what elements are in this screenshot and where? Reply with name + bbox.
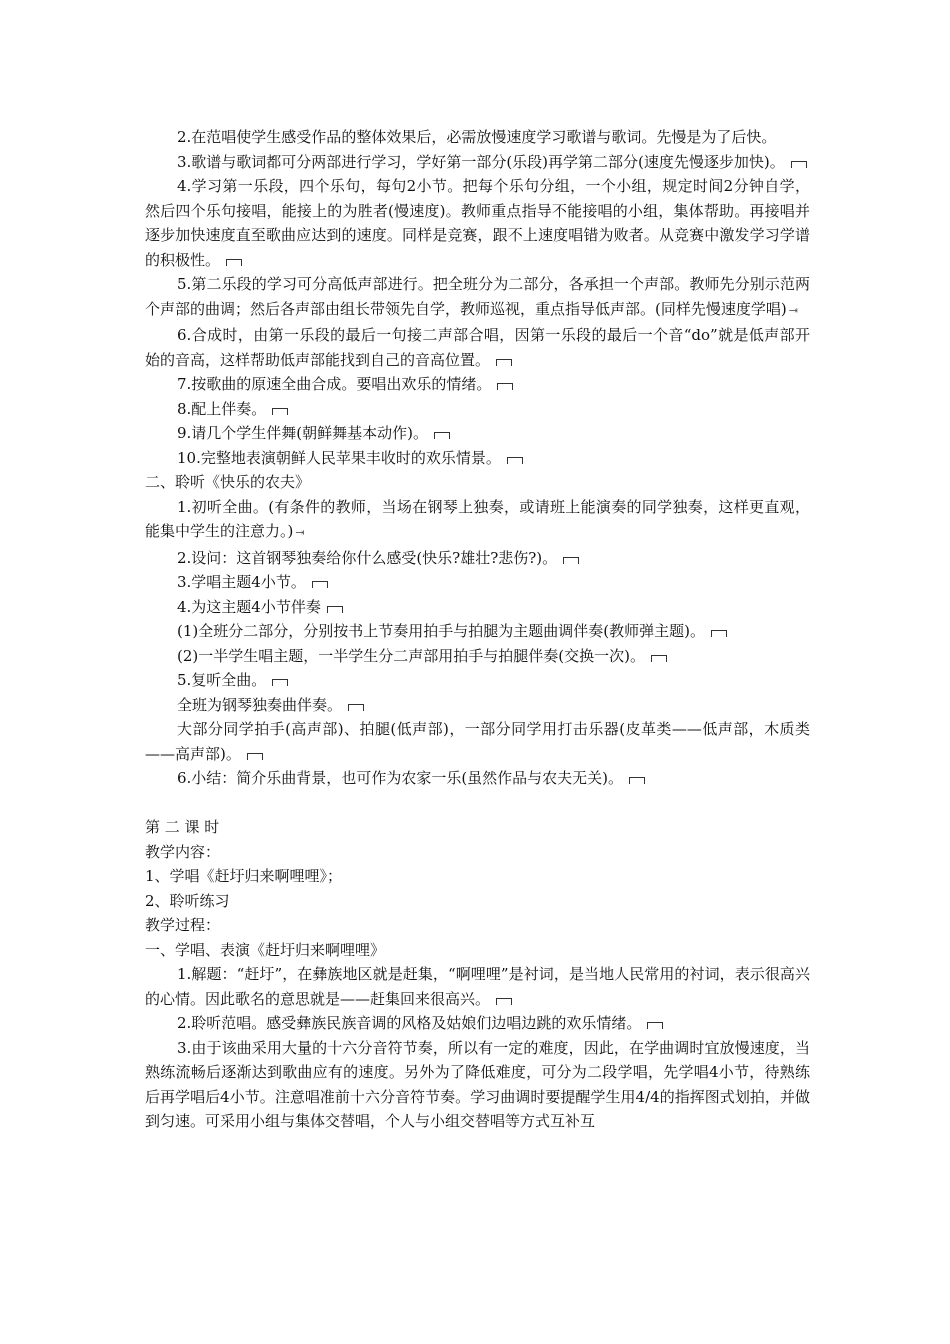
line-break-arrow-icon: ⇥ — [788, 303, 798, 317]
paragraph — [145, 125, 810, 150]
paragraph — [145, 815, 810, 840]
paragraph — [145, 421, 810, 446]
paragraph — [145, 272, 810, 323]
paragraph-mark-icon — [348, 704, 364, 711]
paragraph-mark-icon — [247, 753, 263, 760]
paragraph — [145, 766, 810, 791]
paragraph — [145, 595, 810, 620]
paragraph-text: 1.初听全曲。(有条件的教师，当场在钢琴上独奏，或请班上能演奏的同学独奏，这样更直观，能集中学生的注意力。) — [145, 497, 810, 540]
paragraph-text: 4.学习第一乐段，四个乐句，每句2小节。把每个乐句分组，一个小组，规定时间2分钟自学，然后四个乐句接唱，能接上的为胜者(慢速度)。教师重点指导不能接唱的小组，集体帮助。再接唱并逐步加快速度直至歌曲应达到的速度。同样是竞赛，跟不上速度唱错为败者。从竞赛中激发学习学谱的积极性。 — [145, 177, 810, 269]
paragraph — [145, 619, 810, 644]
paragraph-text: 6.合成时，由第一乐段的最后一句接二声部合唱，因第一乐段的最后一个音“do”就是低声部开始的音高，这样帮助低声部能找到自己的音高位置。 — [145, 326, 810, 369]
paragraph-text: 3.由于该曲采用大量的十六分音符节奏，所以有一定的难度，因此，在学曲调时宜放慢速度，当熟练流畅后逐渐达到歌曲应有的速度。另外为了降低难度，可分为二段学唱，先学唱4小节，待熟练后再学唱后4小节。注意唱准前十六分音符节奏。学习曲调时要提醒学生用4/4的指挥图式划拍，并做到匀速。可采用小组与集体交替唱，个人与小组交替唱等方式互补互 — [145, 1038, 810, 1130]
paragraph — [145, 864, 810, 889]
paragraph-text: 一、学唱、表演《赶圩归来啊哩哩》 — [145, 940, 386, 959]
paragraph — [145, 644, 810, 669]
paragraph-text: 教学内容： — [145, 842, 221, 861]
paragraph-mark-icon — [272, 408, 288, 415]
blank-line — [145, 791, 810, 816]
paragraph-text: 9.请几个学生伴舞(朝鲜舞基本动作)。 — [177, 424, 429, 442]
paragraph-mark-icon — [651, 655, 667, 662]
line-break-arrow-icon: ⇥ — [295, 526, 305, 539]
paragraph-text: 2.在范唱使学生感受作品的整体效果后，必需放慢速度学习歌谱与歌词。先慢是为了后快。 — [177, 128, 777, 146]
paragraph-text: 1.解题：“赶圩”，在彝族地区就是赶集，“啊哩哩”是衬词，是当地人民常用的衬词，表示很高兴的心情。因此歌名的意思就是——赶集回来很高兴。 — [145, 965, 810, 1008]
paragraph-text: 全班为钢琴独奏曲伴奏。 — [177, 695, 343, 714]
paragraph-text: 二、聆听《快乐的农夫》 — [145, 473, 311, 491]
paragraph-mark-icon — [647, 1022, 663, 1029]
paragraph-text: 5.复听全曲。 — [177, 671, 267, 689]
paragraph — [145, 693, 810, 718]
paragraph-mark-icon — [327, 606, 343, 613]
paragraph — [145, 1011, 810, 1036]
paragraph-text: 7.按歌曲的原速全曲合成。要唱出欢乐的情绪。 — [177, 375, 492, 393]
paragraph — [145, 840, 810, 865]
paragraph-mark-icon — [791, 161, 807, 168]
paragraph-mark-icon — [507, 457, 523, 464]
paragraph-mark-icon — [563, 557, 579, 564]
paragraph — [145, 570, 810, 595]
paragraph — [145, 150, 810, 175]
paragraph-text: 第 二 课 时 — [145, 818, 220, 836]
paragraph-mark-icon — [629, 777, 645, 784]
paragraph-text: (1)全班分二部分，分别按书上节奏用拍手与拍腿为主题曲调伴奏(教师弹主题)。 — [177, 622, 705, 640]
paragraph-text: 2、聆听练习 — [145, 891, 230, 910]
paragraph-text: 大部分同学拍手(高声部)、拍腿(低声部)，一部分同学用打击乐器(皮革类——低声部，木质类——高声部)。 — [145, 720, 810, 763]
paragraph-text: 3.歌谱与歌词都可分两部进行学习，学好第一部分(乐段)再学第二部分(速度先慢逐步加快)。 — [177, 152, 785, 171]
paragraph-mark-icon — [497, 383, 513, 390]
paragraph-text: (2)一半学生唱主题，一半学生分二声部用拍手与拍腿伴奏(交换一次)。 — [177, 646, 645, 665]
paragraph — [145, 962, 810, 1011]
paragraph-text: 3.学唱主题4小节。 — [177, 573, 306, 591]
paragraph-text: 2.设问：这首钢琴独奏给你什么感受(快乐?雄壮?悲伤?)。 — [177, 548, 558, 567]
paragraph-text: 1、学唱《赶圩归来啊哩哩》； — [145, 867, 343, 885]
paragraph — [145, 397, 810, 422]
paragraph-text: 6.小结：简介乐曲背景，也可作为农家一乐(虽然作品与农夫无关)。 — [177, 769, 624, 787]
paragraph — [145, 323, 810, 372]
paragraph-text: 8.配上伴奏。 — [177, 399, 267, 418]
paragraph — [145, 470, 810, 495]
paragraph — [145, 913, 810, 938]
paragraph-mark-icon — [226, 259, 242, 266]
paragraph — [145, 1036, 810, 1134]
paragraph — [145, 546, 810, 571]
paragraph-mark-icon — [272, 679, 288, 686]
paragraph-text: 10.完整地表演朝鲜人民苹果丰收时的欢乐情景。 — [177, 448, 501, 467]
paragraph-mark-icon — [711, 630, 727, 637]
paragraph-mark-icon — [496, 998, 512, 1005]
paragraph-mark-icon — [434, 432, 450, 439]
paragraph — [145, 889, 810, 914]
paragraph-text: 5.第二乐段的学习可分高低声部进行。把全班分为二部分，各承担一个声部。教师先分别示范两个声部的曲调；然后各声部由组长带领先自学，教师巡视，重点指导低声部。(同样先慢速度学唱) — [145, 275, 810, 318]
paragraph-text: 4.为这主题4小节伴奏 — [177, 597, 321, 616]
paragraph — [145, 446, 810, 471]
paragraph — [145, 174, 810, 272]
paragraph — [145, 938, 810, 963]
paragraph — [145, 495, 810, 546]
paragraph — [145, 668, 810, 693]
paragraph-mark-icon — [496, 359, 512, 366]
paragraph-mark-icon — [312, 581, 328, 588]
document-body — [145, 125, 810, 1134]
paragraph — [145, 717, 810, 766]
paragraph-text: 2.聆听范唱。感受彝族民族音调的风格及姑娘们边唱边跳的欢乐情绪。 — [177, 1014, 642, 1032]
paragraph — [145, 372, 810, 397]
paragraph-text: 教学过程： — [145, 916, 221, 934]
